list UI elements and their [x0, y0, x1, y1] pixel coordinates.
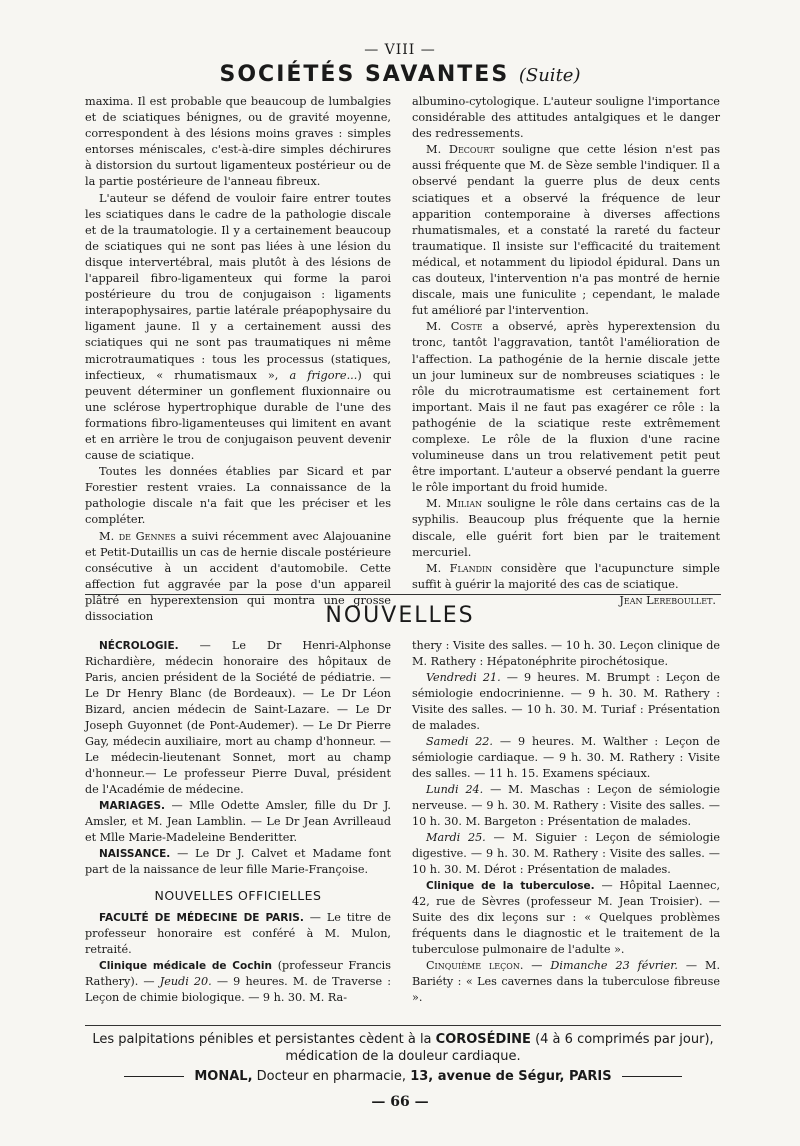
brand-name: COROSÉDINE [435, 1032, 531, 1047]
paragraph [412, 830, 720, 878]
necrologie-paragraph [85, 638, 391, 798]
text: — 9 heures. M. Walther : Leçon de sémiologie cardiaque. — 9 h. 30. M. Rathery : Visite des salles. — 11 h. 15. Examens spéciaux. [412, 735, 720, 780]
paragraph [85, 191, 391, 465]
pharmacy-line [85, 1069, 721, 1084]
author-name: M. Milian [426, 497, 483, 511]
author-name: M. Coste [426, 320, 483, 334]
faculte-label: FACULTÉ DE MÉDECINE DE PARIS. [99, 912, 304, 924]
lecon-label: Cinquième leçon. [426, 959, 524, 972]
paragraph [412, 142, 720, 319]
cochin-paragraph [85, 958, 391, 1006]
pharmacy-name: MONAL, [194, 1069, 253, 1084]
text: considère que l'acupuncture simple suffit à guérir la majorité des cas de sciatique. [412, 561, 720, 591]
paragraph [412, 782, 720, 830]
ad-line-2: médication de la douleur cardiaque. [285, 1049, 521, 1064]
section-title [0, 62, 800, 87]
day-label: Mardi 25. [426, 831, 486, 844]
left-column-societes [85, 94, 391, 625]
day-label: — Dimanche 23 février. [523, 959, 678, 972]
author-name: M. Flandin [426, 561, 493, 575]
left-column-nouvelles [85, 638, 391, 1006]
divider [85, 594, 721, 595]
day-label: Vendredi 21. [426, 671, 501, 684]
paragraph: Toutes les données établies par Sicard et par Forestier restent vraies. La connaissance de la pathologie discale n'a fait que les préciser et les compléter. [85, 465, 391, 527]
dash-rule [622, 1076, 682, 1077]
text: Les palpitations pénibles et persistantes cèdent à la [92, 1032, 436, 1047]
paragraph: albumino-cytologique. L'auteur souligne l'importance considérable des attitudes antalgiques et le danger des redressements. [412, 95, 720, 141]
text: — M. Maschas : Leçon de sémiologie nerveuse. — 9 h. 30. M. Rathery : Visite des salles. — 10 h. 30. M. Bargeton : Présentation de malades. [412, 783, 720, 828]
faculte-paragraph [85, 910, 391, 958]
nouvelles-title: NOUVELLES [325, 603, 475, 628]
ad-line-1 [85, 1031, 721, 1048]
text: — M. Bariéty : « Les cavernes dans la tuberculose fibreuse ». [412, 959, 721, 1004]
text: — Mlle Odette Amsler, fille du Dr J. Amsler, et M. Jean Lamblin. — Le Dr Jean Avrilleaud et Mlle Marie-Madeleine Benderitter. [85, 799, 391, 844]
paragraph: thery : Visite des salles. — 10 h. 30. Leçon clinique de M. Rathery : Hépatonéphrite pirochétosique. [412, 639, 720, 668]
paragraph [412, 496, 720, 560]
right-column-societes [412, 94, 720, 609]
paragraph [412, 670, 720, 734]
paragraph: maxima. Il est probable que beaucoup de lumbalgies et de sciatiques bénignes, ou de gravité moyenne, correspondent à des lésions moins graves : simples entorses méniscales, c'est-à-dire simples déchirures à distorsion du surtout ligamenteux postérieur ou de la partie postérieure de l'anneau fibreux. [85, 95, 391, 189]
paragraph [412, 561, 720, 593]
street: avenue de Ségur, [433, 1069, 570, 1084]
text: — 9 heures. M. de Traverse : Leçon de chimie biologique. — 9 h. 30. M. Ra- [85, 975, 391, 1004]
divider [85, 1025, 721, 1026]
naissance-label: NAISSANCE. [99, 848, 171, 860]
italic-text: a frigore... [289, 368, 358, 382]
text: — Le Dr Henri-Alphonse Richardière, médecin honoraire des hôpitaux de Paris, ancien président de la Société de pédiatrie. — Le Dr Henry Blanc (de Bordeaux). — Le Dr Léon Bizard, ancien médecin de Saint-Lazare. — Le Dr Joseph Guyonnet (de Pont-Audemer). — Le Dr Pierre Gay, médecin auxiliaire, mort au champ d'honneur. — Le médecin-lieutenant Sonnet, mort au champ d'honneur.— Le professeur Pierre Duval, président de l'Académie de médecine. [85, 639, 391, 796]
text: a suivi récemment avec Alajouanine et Petit-Dutaillis un cas de hernie discale postérieure consécutive à un accident d'automobile. Cette affection fut aggravée par la pose d'un appareil plâtré en hyperextension qui montra une grosse dissociation [85, 529, 392, 623]
paragraph [412, 319, 720, 496]
text: (professeur Francis Rathery). — [85, 959, 391, 988]
street-number: 13, [410, 1069, 434, 1084]
text: souligne le rôle dans certains cas de la syphilis. Beaucoup plus fréquente que la hernie discale, elle guérit fort bien par le traitement mercuriel. [412, 497, 721, 559]
text: Docteur en pharmacie, [252, 1069, 411, 1084]
text: — M. Siguier : Leçon de sémiologie digestive. — 9 h. 30. M. Rathery : Visite des salles. — 10 h. 30. M. Dérot : Présentation de malades. [412, 831, 721, 876]
city: PARIS [569, 1069, 612, 1084]
text: — 9 heures. M. Brumpt : Leçon de sémiologie endocrinienne. — 9 h. 30. M. Rathery : Visite des salles. — 10 h. 30. M. Turiaf : Présentation de malades. [412, 671, 720, 732]
cochin-label: Clinique médicale de Cochin [99, 960, 272, 972]
paragraph [412, 734, 720, 782]
text: L'auteur se défend de vouloir faire entrer toutes les sciatiques dans le cadre de la pathologie discale et de la traumatologie. Il y a certainement beaucoup de sciatiques qui ne sont pas liées à une lésion du disque intervertébral, mais plutôt à des lésions de l'appareil fibro-ligamenteux qui forme la paroi postérieure du trou de conjugaison : ligaments interapophysaires, partie latérale préapophysaire du ligament jaune. Il y a certainement aussi des sciatiques qui ne sont pas traumatiques ni même microtraumatiques : tous les processus (statiques, infectieux, « rhumatismaux », [85, 191, 391, 382]
mariages-label: MARIAGES. [99, 800, 166, 812]
paragraph [412, 878, 720, 958]
dash-rule [124, 1076, 184, 1077]
author-name: M. Decourt [426, 143, 495, 157]
day-label: Samedi 22. [426, 735, 493, 748]
section-title-suite: (Suite) [518, 65, 581, 86]
section-title-text: SOCIÉTÉS SAVANTES [219, 62, 510, 87]
naissance-paragraph [85, 846, 391, 878]
text: — Le titre de professeur honoraire est conféré à M. Mulon, retraité. [85, 911, 391, 956]
clinique-label: Clinique de la tuberculose. [426, 880, 595, 892]
text: — Hôpital Laennec, 42, rue de Sèvres (professeur M. Jean Troisier). — Suite des dix leçons sur : « Quelques problèmes fréquents dans le diagnostic et le traitement de la tuberculose pulmonaire de l'adulte ». [412, 879, 720, 956]
advertisement [85, 1031, 721, 1065]
right-column-nouvelles [412, 638, 720, 1006]
signature: Jean Lereboullet. [619, 593, 716, 607]
page-number: — 66 — [371, 1094, 429, 1110]
text: a observé, après hyperextension du tronc, tantôt l'aggravation, tantôt l'amélioration de l'affection. La pathogénie de la hernie discale jette un jour lumineux sur de nombreuses sciatiques : le rôle du microtraumatisme est certainement fort important. Mais il ne faut pas exagérer ce rôle : la pathogénie de la sciatique reste extrêmement complexe. Le rôle de la fluxion d'une racine volumineuse dans un trou relativement petit peut être important. L'auteur a observé pendant la guerre le rôle important du froid humide. [412, 320, 720, 495]
nouvelles-officielles-title: NOUVELLES OFFICIELLES [154, 888, 322, 903]
text: (4 à 6 comprimés par jour), [530, 1032, 714, 1047]
mariages-paragraph [85, 798, 391, 846]
necrologie-label: NÉCROLOGIE. [99, 640, 179, 652]
day-label: Lundi 24. [426, 783, 484, 796]
author-name: M. de Gennes [99, 529, 176, 543]
text: souligne que cette lésion n'est pas aussi fréquente que M. de Sèze semble l'indiquer. Il a observé pendant la guerre plus de deux cents sciatiques et a observé la fréquence de leur apparition contemporaine à diverses affections rhumatismales, et a constaté la rareté du facteur traumatique. Il insiste sur l'efficacité du traitement médical, et notamment du lipiodol épidural. Dans un cas douteux, l'intervention n'a pas montré de hernie discale, mais une funiculite ; cependant, le malade fut amélioré par l'intervention. [412, 143, 720, 318]
day-label: Jeudi 20. [159, 975, 212, 988]
paragraph [412, 958, 720, 1006]
text: ) qui peuvent déterminer un gonflement fluxionnaire ou une sclérose hypertrophique durable de l'une des formations fibro-ligamenteuses qui limitent en avant et en arrière le trou de conjugaison peuvent devenir cause de sciatique. [85, 368, 392, 463]
text: — Le Dr J. Calvet et Madame font part de la naissance de leur fille Marie-Françoise. [85, 847, 391, 876]
roman-page-number: — VIII — [364, 42, 436, 58]
